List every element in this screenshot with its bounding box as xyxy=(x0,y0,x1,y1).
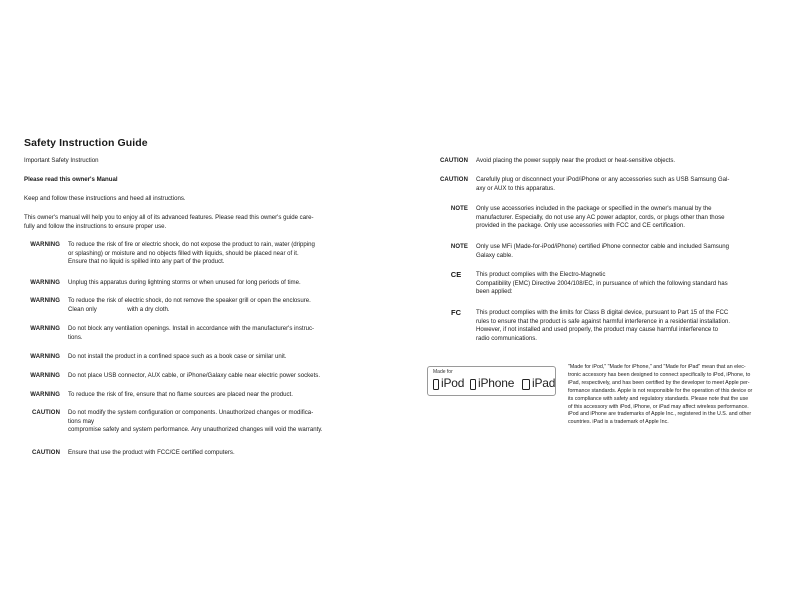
ce-mark-icon: CE xyxy=(450,270,462,279)
subtitle: Important Safety Instruction xyxy=(24,157,99,164)
item-label: WARNING xyxy=(30,373,60,379)
read-manual-heading: Please read this owner's Manual xyxy=(24,176,118,183)
fcc-mark-icon: FC xyxy=(451,308,461,317)
intro-paragraph-1: Keep and follow these instructions and heed all instructions. xyxy=(24,195,186,202)
item-label: NOTE xyxy=(450,244,468,250)
made-for-label: Made for xyxy=(433,369,453,375)
made-for-apple-badge xyxy=(427,366,556,396)
apple-trademark-note: "Made for iPod," "Made for iPhone," and "Made for iPad" mean that an elec- tronic accessory has been designed to connect specifically to iPod, iPhone, to iPad, respectively, and has been certified by the developer to meet Apple per- formance standards. Apple is not responsible for the operation of this device or its compliance with safety and regulatory standards. Please note that the use of this accessory with iPod, iPhone, or iPad may affect wireless performance. iPod and iPhone are trademarks of Apple Inc., registered in the U.S. and other countries. iPad is a trademark of Apple Inc. xyxy=(568,364,753,426)
item-label: WARNING xyxy=(30,392,60,398)
item-label: CAUTION xyxy=(439,177,468,183)
item-label: WARNING xyxy=(30,354,60,360)
iphone-device-icon xyxy=(470,379,476,390)
ipad-device-icon xyxy=(522,379,530,390)
item-label: CAUTION xyxy=(31,410,60,416)
ipod-device-icon xyxy=(433,379,439,390)
item-label: WARNING xyxy=(30,326,60,332)
ipad-label: iPad xyxy=(532,376,556,390)
ipod-label: iPod xyxy=(441,376,465,390)
page-title: Safety Instruction Guide xyxy=(24,137,148,149)
item-label: WARNING xyxy=(30,298,60,304)
item-label: WARNING xyxy=(30,280,60,286)
item-label: CAUTION xyxy=(439,158,468,164)
iphone-label: iPhone xyxy=(478,376,515,390)
intro-paragraph-2: This owner's manual will help you to enjoy all of its advanced features. Please read this owner's guide care- fully and follow the instructions to ensure proper use. xyxy=(24,214,314,230)
item-label: NOTE xyxy=(450,206,468,212)
item-label: CAUTION xyxy=(31,450,60,456)
item-label: WARNING xyxy=(30,242,60,248)
